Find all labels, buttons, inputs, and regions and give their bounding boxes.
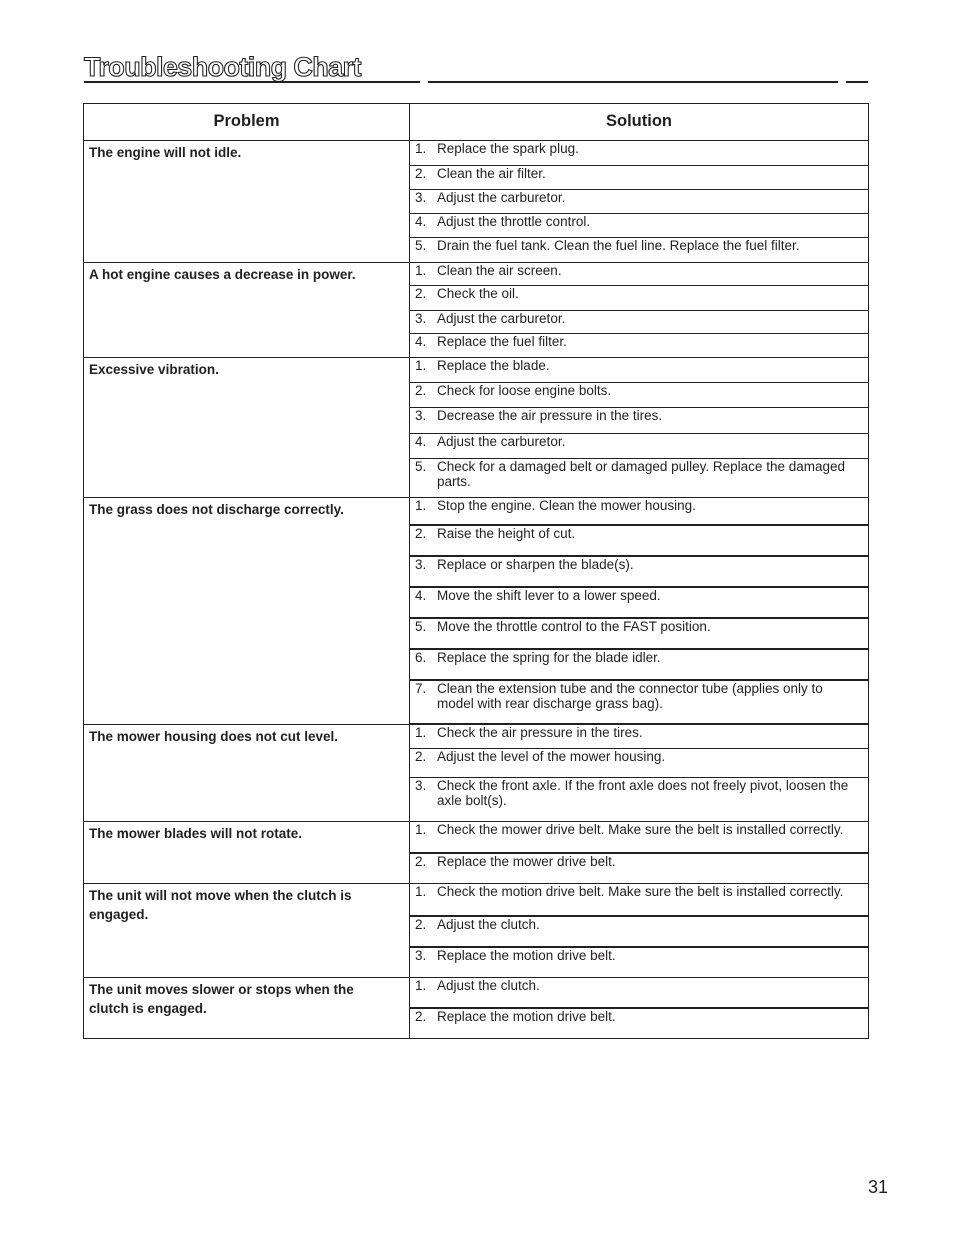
solution-cell — [410, 190, 869, 214]
step-number: 1. — [415, 978, 427, 993]
step-number: 1. — [415, 141, 427, 156]
solution-cell — [410, 408, 869, 434]
solution-step — [415, 725, 860, 740]
solution-step — [415, 650, 860, 665]
table-header-row — [84, 104, 869, 141]
step-number: 1. — [415, 498, 427, 513]
solution-cell — [410, 587, 869, 618]
step-number: 1. — [415, 725, 427, 740]
step-number: 2. — [415, 917, 427, 932]
table-row — [84, 498, 869, 526]
step-text: Adjust the level of the mower housing. — [437, 749, 666, 764]
solution-step — [415, 141, 860, 156]
step-text: Check for a damaged belt or damaged pulley. Replace the damaged parts. — [437, 459, 846, 489]
title-rule-gap — [838, 80, 846, 84]
problem-cell: A hot engine causes a decrease in power. — [84, 263, 410, 358]
solution-step — [415, 498, 860, 513]
solution-cell — [410, 459, 869, 498]
solution-cell — [410, 724, 869, 749]
step-number: 3. — [415, 778, 427, 793]
table-row — [84, 884, 869, 917]
step-text: Adjust the carburetor. — [437, 190, 566, 205]
solution-step — [415, 286, 860, 301]
solution-step — [415, 557, 860, 572]
solution-step — [415, 166, 860, 181]
step-text: Adjust the throttle control. — [437, 214, 591, 229]
solution-cell — [410, 358, 869, 383]
solution-cell — [410, 166, 869, 190]
problem-column-header: Problem — [84, 104, 410, 141]
solution-cell — [410, 498, 869, 526]
step-number: 3. — [415, 311, 427, 326]
solution-cell — [410, 822, 869, 854]
solution-cell — [410, 680, 869, 724]
step-text: Raise the height of cut. — [437, 526, 576, 541]
solution-step — [415, 681, 860, 711]
step-text: Replace the mower drive belt. — [437, 854, 616, 869]
solution-step — [415, 311, 860, 326]
problem-cell: Excessive vibration. — [84, 358, 410, 498]
problem-cell: The unit moves slower or stops when the clutch is engaged. — [84, 978, 410, 1039]
step-number: 1. — [415, 822, 427, 837]
step-text: Replace the fuel filter. — [437, 334, 567, 349]
step-number: 4. — [415, 434, 427, 449]
step-text: Clean the extension tube and the connector tube (applies only to model with rear discharge grass bag). — [437, 681, 823, 711]
step-text: Check the motion drive belt. Make sure the belt is installed correctly. — [437, 884, 844, 899]
table-body — [84, 141, 869, 1039]
step-text: Replace or sharpen the blade(s). — [437, 557, 634, 572]
step-number: 2. — [415, 854, 427, 869]
step-number: 3. — [415, 948, 427, 963]
step-text: Adjust the carburetor. — [437, 311, 566, 326]
solution-cell — [410, 853, 869, 884]
problem-cell: The mower housing does not cut level. — [84, 724, 410, 822]
step-text: Replace the blade. — [437, 358, 550, 373]
problem-cell: The grass does not discharge correctly. — [84, 498, 410, 725]
solution-cell — [410, 286, 869, 311]
solution-step — [415, 263, 860, 278]
step-number: 7. — [415, 681, 427, 696]
solution-column-header: Solution — [410, 104, 869, 141]
solution-cell — [410, 263, 869, 286]
solution-step — [415, 334, 860, 349]
step-text: Check for loose engine bolts. — [437, 383, 612, 398]
step-number: 5. — [415, 619, 427, 634]
solution-step — [415, 408, 860, 423]
troubleshooting-table — [83, 103, 869, 1039]
solution-cell — [410, 238, 869, 263]
table-row — [84, 263, 869, 286]
step-text: Stop the engine. Clean the mower housing. — [437, 498, 696, 513]
step-text: Adjust the carburetor. — [437, 434, 566, 449]
solution-step — [415, 854, 860, 869]
solution-cell — [410, 778, 869, 822]
step-number: 5. — [415, 238, 427, 253]
solution-cell — [410, 618, 869, 649]
step-number: 3. — [415, 557, 427, 572]
solution-cell — [410, 383, 869, 408]
step-text: Clean the air filter. — [437, 166, 546, 181]
solution-cell — [410, 916, 869, 947]
solution-step — [415, 459, 860, 489]
solution-step — [415, 884, 860, 899]
step-text: Check the mower drive belt. Make sure the belt is installed correctly. — [437, 822, 844, 837]
solution-step — [415, 383, 860, 398]
solution-step — [415, 434, 860, 449]
step-text: Check the front axle. If the front axle does not freely pivot, loosen the axle bolt(s). — [437, 778, 849, 808]
step-number: 3. — [415, 408, 427, 423]
step-number: 4. — [415, 334, 427, 349]
step-number: 2. — [415, 383, 427, 398]
problem-cell: The mower blades will not rotate. — [84, 822, 410, 884]
problem-cell: The engine will not idle. — [84, 141, 410, 263]
solution-step — [415, 778, 860, 808]
solution-cell — [410, 525, 869, 556]
solution-step — [415, 588, 860, 603]
solution-step — [415, 1009, 860, 1024]
step-text: Drain the fuel tank. Clean the fuel line. Replace the fuel filter. — [437, 238, 800, 253]
solution-cell — [410, 334, 869, 358]
solution-step — [415, 822, 860, 837]
table-row — [84, 358, 869, 383]
step-text: Replace the spark plug. — [437, 141, 579, 156]
step-text: Move the throttle control to the FAST position. — [437, 619, 711, 634]
table-row — [84, 141, 869, 166]
step-number: 1. — [415, 358, 427, 373]
solution-cell — [410, 141, 869, 166]
solution-cell — [410, 434, 869, 459]
solution-cell — [410, 884, 869, 917]
step-number: 2. — [415, 526, 427, 541]
problem-cell: The unit will not move when the clutch is engaged. — [84, 884, 410, 978]
title-rule — [84, 81, 868, 83]
step-number: 4. — [415, 588, 427, 603]
table-row — [84, 978, 869, 1009]
step-number: 1. — [415, 263, 427, 278]
solution-cell — [410, 649, 869, 680]
page-title: Troubleshooting Chart — [84, 52, 361, 82]
step-number: 5. — [415, 459, 427, 474]
solution-step — [415, 749, 860, 764]
solution-step — [415, 526, 860, 541]
solution-step — [415, 190, 860, 205]
solution-cell — [410, 978, 869, 1009]
title-rule-gap — [420, 80, 428, 84]
solution-step — [415, 214, 860, 229]
step-number: 2. — [415, 749, 427, 764]
solution-cell — [410, 214, 869, 238]
step-text: Replace the motion drive belt. — [437, 1009, 616, 1024]
solution-step — [415, 917, 860, 932]
step-number: 6. — [415, 650, 427, 665]
solution-step — [415, 948, 860, 963]
step-number: 3. — [415, 190, 427, 205]
step-number: 2. — [415, 166, 427, 181]
step-text: Adjust the clutch. — [437, 978, 540, 993]
solution-step — [415, 619, 860, 634]
step-number: 4. — [415, 214, 427, 229]
step-text: Replace the spring for the blade idler. — [437, 650, 661, 665]
step-number: 2. — [415, 1009, 427, 1024]
step-number: 2. — [415, 286, 427, 301]
step-text: Move the shift lever to a lower speed. — [437, 588, 661, 603]
solution-cell — [410, 311, 869, 334]
step-text: Replace the motion drive belt. — [437, 948, 616, 963]
step-text: Decrease the air pressure in the tires. — [437, 408, 663, 423]
table-row — [84, 822, 869, 854]
step-number: 1. — [415, 884, 427, 899]
step-text: Check the air pressure in the tires. — [437, 725, 643, 740]
step-text: Adjust the clutch. — [437, 917, 540, 932]
solution-cell — [410, 749, 869, 778]
solution-step — [415, 238, 860, 253]
solution-step — [415, 978, 860, 993]
solution-cell — [410, 556, 869, 587]
solution-cell — [410, 947, 869, 978]
table-row — [84, 724, 869, 749]
page-number: 31 — [868, 1177, 889, 1197]
solution-cell — [410, 1008, 869, 1039]
solution-step — [415, 358, 860, 373]
step-text: Clean the air screen. — [437, 263, 562, 278]
step-text: Check the oil. — [437, 286, 519, 301]
